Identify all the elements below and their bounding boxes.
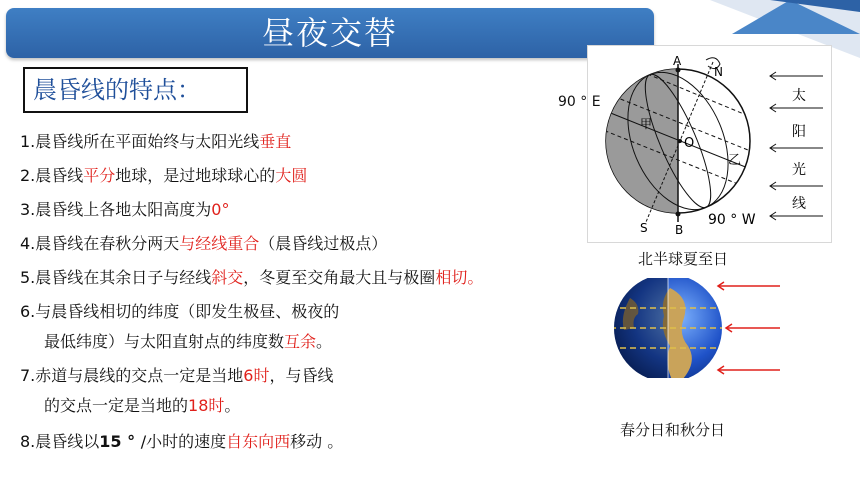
title-bar xyxy=(6,8,654,58)
highlight-text: 自东向西 xyxy=(226,432,291,451)
highlight-text: 平分 xyxy=(83,166,116,185)
point-text: 。 xyxy=(316,332,333,351)
label-90e: 90 ° E xyxy=(558,94,601,110)
point-text: ，与昏线 xyxy=(269,366,334,385)
feature-point xyxy=(20,431,343,453)
label-90w: 90 ° W xyxy=(708,212,756,228)
point-text: 。 xyxy=(224,396,241,415)
point-text: 最低纬度）与太阳直射点的纬度数 xyxy=(44,332,285,351)
highlight-text: 相切。 xyxy=(435,268,484,287)
feature-point xyxy=(20,267,483,289)
equinox-diagram xyxy=(600,278,800,378)
point-text: 3.晨昏线上各地太阳高度为 xyxy=(20,200,212,219)
point-text: 6.与晨昏线相切的纬度（即发生极昼、极夜的 xyxy=(20,302,340,321)
highlight-text: 互余 xyxy=(284,332,317,351)
point-text: 8.晨昏线以 xyxy=(20,432,100,451)
highlight-text: 18时 xyxy=(188,396,225,415)
solstice-diagram xyxy=(587,45,832,243)
solstice-globe-svg xyxy=(588,46,831,242)
feature-point xyxy=(20,301,339,323)
slide-title: 昼夜交替 xyxy=(261,14,398,52)
label-jia: 甲 xyxy=(640,117,653,131)
feature-point xyxy=(20,199,229,221)
highlight-text: 6时 xyxy=(243,366,270,385)
highlight-text: 大圆 xyxy=(275,166,308,185)
section-heading: 晨昏线的特点： xyxy=(23,67,248,113)
feature-point xyxy=(20,331,332,353)
label-yi: 乙 xyxy=(728,153,742,168)
sun-label-3: 光 xyxy=(792,162,806,178)
label-b: B xyxy=(675,223,684,237)
highlight-text: 斜交 xyxy=(211,268,244,287)
label-n: N xyxy=(714,65,723,79)
point-text: （晨昏线过极点） xyxy=(259,234,388,253)
equinox-sun-rays xyxy=(718,282,780,374)
feature-point xyxy=(20,395,240,417)
point-text: 地球，是过地球球心的 xyxy=(115,166,276,185)
feature-point xyxy=(20,165,307,187)
point-text: /小时的速度 xyxy=(140,432,227,451)
highlight-text: 垂直 xyxy=(259,132,292,151)
feature-point xyxy=(20,233,387,255)
point-text: ，冬夏至交角最大且与极圈 xyxy=(243,268,436,287)
point-text: 1.晨昏线所在平面始终与太阳光线 xyxy=(20,132,260,151)
label-a: A xyxy=(673,54,682,68)
point-text: 4.晨昏线在春秋分两天 xyxy=(20,234,180,253)
point-text: 移动 。 xyxy=(290,432,344,451)
sun-label-4: 线 xyxy=(792,196,806,212)
label-s: S xyxy=(640,221,648,235)
figure2-caption: 春分日和秋分日 xyxy=(620,421,726,439)
feature-point xyxy=(20,365,333,387)
figure1-caption: 北半球夏至日 xyxy=(638,250,729,268)
label-o: O xyxy=(684,136,695,151)
point-text: 15 ° xyxy=(99,432,141,451)
night-half xyxy=(606,66,678,216)
point-text: 7.赤道与晨线的交点一定是当地 xyxy=(20,366,244,385)
highlight-text: 0° xyxy=(211,200,230,219)
point-text: 2.晨昏线 xyxy=(20,166,84,185)
point-text: 5.晨昏线在其余日子与经线 xyxy=(20,268,212,287)
feature-point xyxy=(20,131,291,153)
highlight-text: 与经线重合 xyxy=(179,234,260,253)
point-text: 的交点一定是当地的 xyxy=(44,396,189,415)
sun-label-2: 阳 xyxy=(792,124,806,140)
sun-label-1: 太 xyxy=(792,88,806,104)
